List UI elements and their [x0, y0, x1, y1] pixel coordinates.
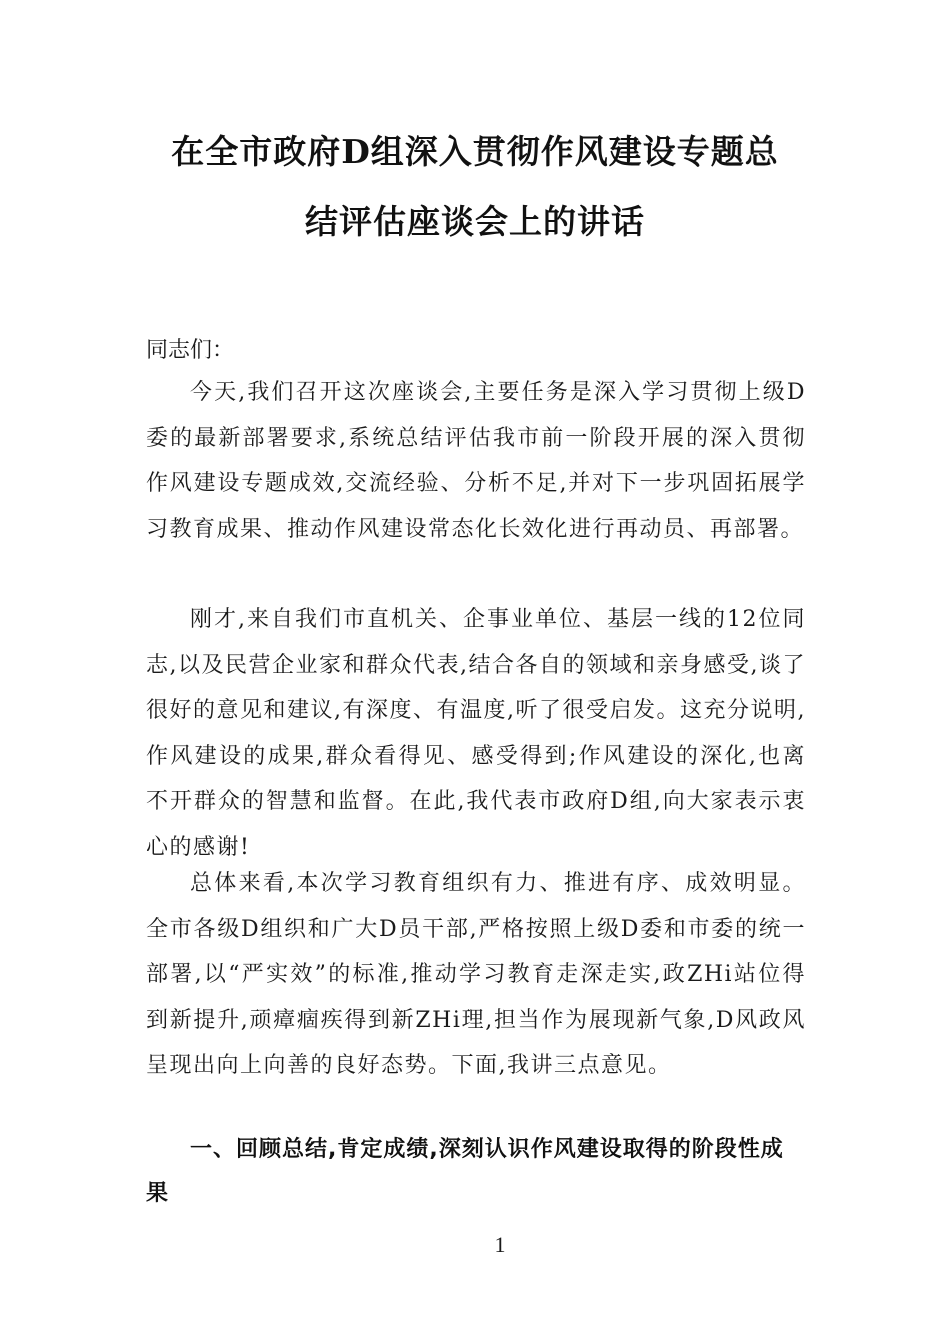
paragraph-text: 今天,我们召开这次座谈会,主要任务是深入学习贯彻上级D委的最新部署要求,系统总结评估我市前一阶段开展的深入贯彻作风建设专题成效,交流经验、分析不足,并对下一步巩固拓展学习教育成果、推动作风建设常态化长效化进行再动员、再部署。: [146, 380, 806, 542]
salutation: 同志们：: [146, 338, 235, 363]
paragraph-2: [146, 597, 806, 870]
document-title-line-2: 结评估座谈会上的讲话: [305, 202, 645, 241]
page-number: 1: [494, 1232, 506, 1257]
document-title-line-1: 在全市政府D组深入贯彻作风建设专题总: [171, 132, 779, 171]
paragraph-text: 总体来看,本次学习教育组织有力、推进有序、成效明显。全市各级D组织和广大D员干部,严格按照上级D委和市委的统一部署,以“严实效”的标准,推动学习教育走深走实,政ZHi站位得到新提升,顽瘴痼疾得到新ZHi理,担当作为展现新气象,D风政风呈现出向上向善的良好态势。下面,我讲三点意见。: [146, 871, 806, 1078]
paragraph-1: [146, 370, 806, 552]
section-heading: 一、回顾总结,肯定成绩,深刻认识作风建设取得的阶段性成果: [146, 1137, 784, 1206]
paragraph-3: [146, 861, 806, 1089]
paragraph-text: 刚才,来自我们市直机关、企事业单位、基层一线的12位同志,以及民营企业家和群众代表,结合各自的领域和亲身感受,谈了很好的意见和建议,有深度、有温度,听了很受启发。这充分说明,作风建设的成果,群众看得见、感受得到;作风建设的深化,也离不开群众的智慧和监督。在此,我代表市政府D组,向大家表示衷心的感谢!: [146, 607, 806, 860]
